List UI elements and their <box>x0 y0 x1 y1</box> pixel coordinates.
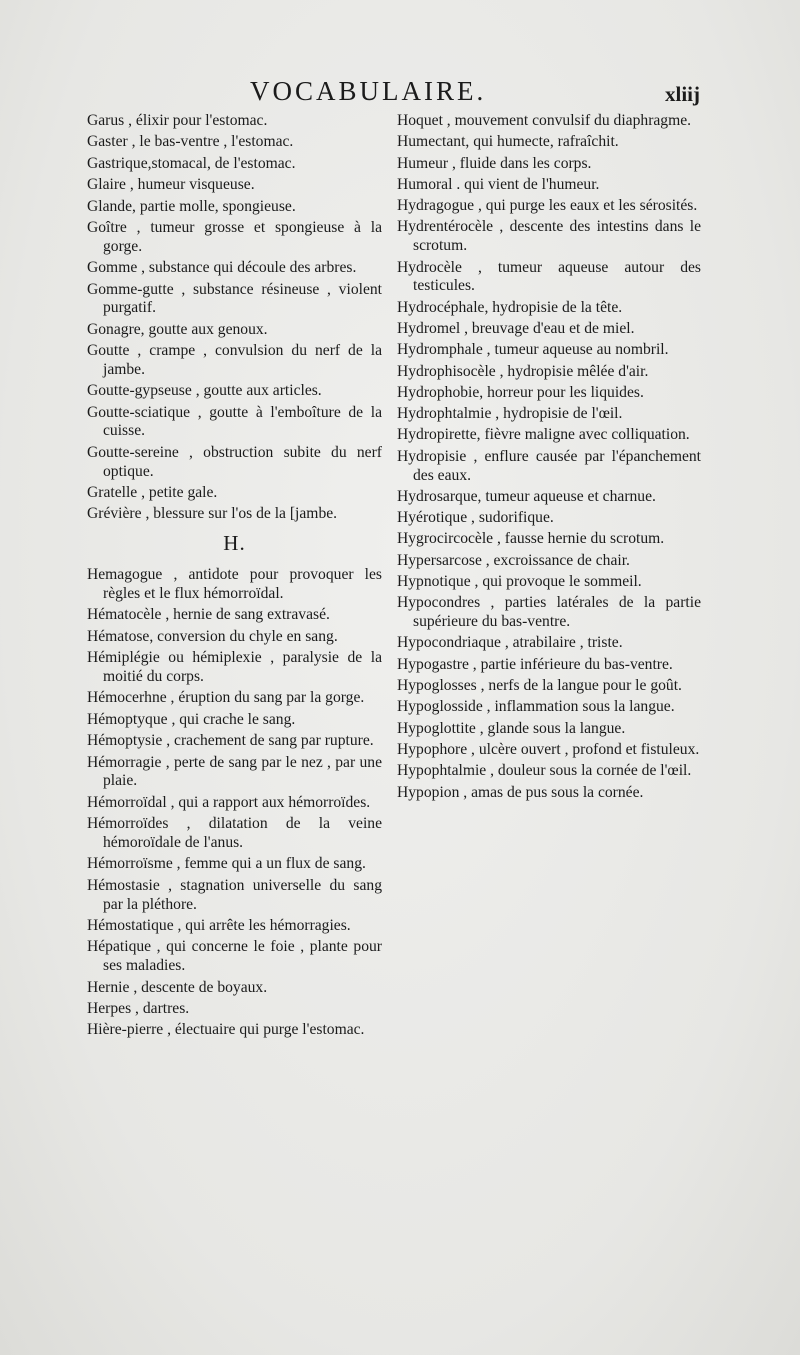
vocab-entry: Hydrophobie, horreur pour les liquides. <box>397 383 644 401</box>
vocab-entry: Glande, partie molle, spongieuse. <box>87 197 296 215</box>
vocab-entry: Hypophore , ulcère ouvert , profond et fistuleux. <box>397 740 700 758</box>
vocab-entry: Hydropirette, fièvre maligne avec colliquation. <box>397 426 690 444</box>
page-header <box>250 76 700 110</box>
vocab-entry: Herpes , dartres. <box>87 999 190 1017</box>
vocab-entry: Hypophtalmie , douleur sous la cornée de l'œil. <box>397 762 692 780</box>
vocab-entry: Hémorroïdal , qui a rapport aux hémorroïdes. <box>87 793 371 811</box>
vocab-entry: Hématose, conversion du chyle en sang. <box>87 627 338 645</box>
vocab-entry: Hémocerhne , éruption du sang par la gorge. <box>87 689 365 707</box>
vocab-entry: Hypogastre , partie inférieure du bas-ventre. <box>397 655 673 673</box>
vocab-entry: Gaster , le bas-ventre , l'estomac. <box>87 133 294 151</box>
vocab-entry: Grévière , blessure sur l'os de la [jambe. <box>87 505 338 523</box>
entries-g <box>87 112 382 524</box>
vocab-entry: Goutte , crampe , convulsion du nerf de la jambe. <box>87 342 382 378</box>
vocab-entry: Hydragogue , qui purge les eaux et les sérosités. <box>397 197 698 215</box>
vocab-entry: Hypersarcose , excroissance de chair. <box>397 551 630 569</box>
vocab-entry: Goître , tumeur grosse et spongieuse à la gorge. <box>87 218 382 255</box>
vocab-entry: Hypoglosses , nerfs de la langue pour le goût. <box>397 677 682 695</box>
vocab-entry: Hydropisie , enflure causée par l'épanchement des eaux. <box>397 447 701 484</box>
vocab-entry: Gomme , substance qui découle des arbres. <box>87 259 357 277</box>
vocab-entry: Hydrocèle , tumeur aqueuse autour des testicules. <box>397 258 701 295</box>
vocab-entry: Goutte-gypseuse , goutte aux articles. <box>87 382 322 400</box>
vocab-entry: Hoquet , mouvement convulsif du diaphragme. <box>397 112 692 129</box>
vocab-entry: Goutte-sereine , obstruction subite du nerf optique. <box>87 443 382 480</box>
vocab-entry: Hernie , descente de boyaux. <box>87 978 268 996</box>
vocab-entry: Hyérotique , sudorifique. <box>397 509 554 527</box>
vocab-entry: Hypnotique , qui provoque le sommeil. <box>397 573 642 591</box>
vocab-entry: Garus , élixir pour l'estomac. <box>87 112 268 129</box>
left-column <box>87 112 382 1043</box>
vocab-entry: Hypocondriaque , atrabilaire , triste. <box>397 634 623 652</box>
vocab-entry: Hydrentérocèle , descente des intestins dans le scrotum. <box>397 218 701 255</box>
vocab-entry: Gonagre, goutte aux genoux. <box>87 320 268 338</box>
vocab-entry: Hemagogue , antidote pour provoquer les règles et le flux hémorroïdal. <box>87 566 382 603</box>
vocab-entry: Hydrosarque, tumeur aqueuse et charnue. <box>397 487 656 505</box>
vocab-entry: Hémorragie , perte de sang par le nez , par une plaie. <box>87 753 382 790</box>
vocab-entry: Hypoglottite , glande sous la langue. <box>397 719 626 737</box>
vocab-entry: Gratelle , petite gale. <box>87 484 218 502</box>
vocab-entry: Hypopion , amas de pus sous la cornée. <box>397 783 644 801</box>
vocab-entry: Goutte-sciatique , goutte à l'emboîture de la cuisse. <box>87 403 382 440</box>
vocab-entry: Humoral . qui vient de l'humeur. <box>397 175 600 193</box>
vocab-entry: Hypoglosside , inflammation sous la langue. <box>397 698 675 716</box>
vocab-entry: Hémostasie , stagnation universelle du sang par la pléthore. <box>87 876 382 913</box>
vocab-entry: Hypocondres , parties latérales de la partie supérieure du bas-ventre. <box>397 594 701 631</box>
vocab-entry: Glaire , humeur visqueuse. <box>87 176 255 194</box>
vocab-entry: Gomme-gutte , substance résineuse , violent purgatif. <box>87 280 382 317</box>
right-column <box>397 112 701 805</box>
vocab-entry: Hydromel , breuvage d'eau et de miel. <box>397 319 635 337</box>
running-title: VOCABULAIRE. <box>250 76 487 106</box>
vocab-entry: Hydromphale , tumeur aqueuse au nombril. <box>397 341 669 359</box>
vocab-entry: Humectant, qui humecte, rafraîchit. <box>397 133 619 151</box>
vocab-entry: Hémoptysie , crachement de sang par rupture. <box>87 732 374 750</box>
vocab-entry: Hydrophtalmie , hydropisie de l'œil. <box>397 405 623 423</box>
vocab-entry: Hière-pierre , électuaire qui purge l'estomac. <box>87 1021 365 1039</box>
vocab-entry: Hépatique , qui concerne le foie , plante pour ses maladies. <box>87 938 382 975</box>
vocab-entry: Hydrocéphale, hydropisie de la tête. <box>397 298 623 316</box>
section-heading-h: H. <box>223 531 246 556</box>
vocab-entry: Hémiplégie ou hémiplexie , paralysie de la moitié du corps. <box>87 649 382 686</box>
vocab-entry: Gastrique,stomacal, de l'estomac. <box>87 154 296 172</box>
vocab-entry: Hémorroïdes , dilatation de la veine hémoroïdale de l'anus. <box>87 815 382 851</box>
page-number: xliij <box>665 82 700 106</box>
vocab-entry: Hémorroïsme , femme qui a un flux de sang. <box>87 855 366 873</box>
vocab-entry: Hémostatique , qui arrête les hémorragies. <box>87 916 351 934</box>
entries-h <box>87 566 382 1040</box>
vocab-entry: Hydrophisocèle , hydropisie mêlée d'air. <box>397 362 649 380</box>
vocab-entry: Humeur , fluide dans les corps. <box>397 154 592 172</box>
vocab-entry: Hémoptyque , qui crache le sang. <box>87 710 296 728</box>
vocab-entry: Hygrocircocèle , fausse hernie du scrotum. <box>397 530 665 548</box>
vocab-entry: Hématocèle , hernie de sang extravasé. <box>87 606 330 624</box>
